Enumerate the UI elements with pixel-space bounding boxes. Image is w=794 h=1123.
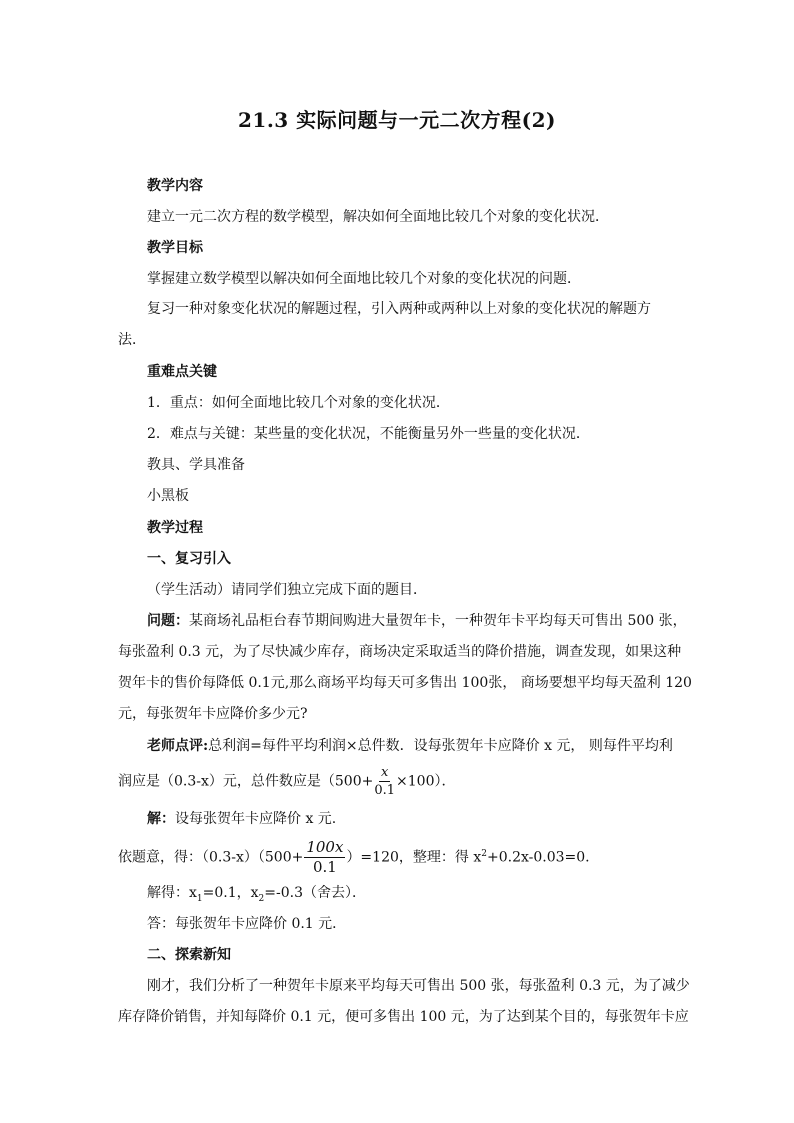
problem-text-1: 某商场礼品柜台春节期间购进大量贺年卡，一种贺年卡平均每天可售出 500 张，	[189, 613, 687, 629]
tools-heading: 教具、学具准备	[147, 457, 245, 473]
roots-text-c: =-0.3（舍去）．	[264, 885, 366, 901]
review-heading: 一、复习引入	[147, 551, 231, 567]
explore-line-2: 库存降价销售，并知每降价 0.1 元，便可多售出 100 元，为了达到某个目的，每张贺年卡应	[118, 1009, 689, 1025]
teacher-label: 老师点评:	[147, 738, 209, 754]
goal-text-2-end: 法．	[118, 332, 146, 348]
roots-subscript-1: 1	[196, 893, 203, 904]
answer-line: 答：每张贺年卡应降价 0.1 元．	[147, 916, 347, 932]
key-point-1: 1．重点：如何全面地比较几个对象的变化状况．	[147, 395, 450, 411]
explore-heading: 二、探索新知	[147, 947, 231, 963]
teacher-text-2b: ×100）．	[396, 773, 456, 790]
goal-heading: 教学目标	[147, 240, 203, 256]
key-point-2: 2．难点与关键：某些量的变化状况，不能衡量另外一些量的变化状况．	[147, 426, 590, 442]
page-title: 21.3 实际问题与一元二次方程(2)	[237, 108, 556, 132]
explore-line-1: 刚才，我们分析了一种贺年卡原来平均每天可售出 500 张，每张盈利 0.3 元，为了减少	[147, 978, 690, 994]
problem-line-2: 每张盈利 0.3 元，为了尽快减少库存，商场决定采取适当的降价措施，调查发现，如果这种	[118, 644, 682, 660]
tools-text: 小黑板	[147, 488, 189, 504]
solution-text-2c: +0.2x-0.03=0.	[486, 849, 590, 866]
goal-text-1: 掌握建立数学模型以解决如何全面地比较几个对象的变化状况的问题．	[147, 271, 581, 287]
solution-line-1	[147, 809, 336, 829]
solution-label: 解：	[147, 811, 175, 827]
key-heading: 重难点关键	[147, 364, 217, 380]
problem-line-1	[147, 611, 687, 631]
roots-text-b: =0.1，x	[202, 885, 259, 901]
solution-text-1: 设每张贺年卡应降价 x 元.	[175, 811, 337, 827]
solution-equation-line	[118, 840, 590, 875]
solution-exponent: 2	[481, 848, 487, 859]
teacher-fraction-denominator: 0.1	[374, 783, 396, 798]
process-heading: 教学过程	[147, 520, 203, 536]
teacher-fraction-numerator: x	[381, 765, 389, 780]
solution-text-2a: 依题意，得：（0.3-x）（500+	[118, 849, 304, 866]
solution-fraction-numerator: 100x	[306, 838, 344, 856]
problem-line-3: 贺年卡的售价每降低 0.1元,那么商场平均每天可多售出 100张， 商场要想平均每天盈利 120	[118, 675, 692, 691]
teacher-fraction	[374, 766, 395, 797]
problem-line-4: 元，每张贺年卡应降价多少元?	[118, 706, 308, 722]
roots-line	[147, 883, 366, 909]
solution-text-2b: ）=120，整理：得 x	[346, 849, 482, 866]
teacher-text-2a: 润应是（0.3-x）元，总件数应是（500+	[118, 773, 374, 790]
solution-fraction	[304, 840, 345, 875]
roots-subscript-2: 2	[258, 893, 265, 904]
activity-text: （学生活动）请同学们独立完成下面的题目．	[147, 582, 427, 598]
teacher-text-1: 总利润=每件平均利润×总件数．设每张贺年卡应降价 x 元， 则每件平均利	[208, 738, 673, 754]
solution-fraction-denominator: 0.1	[312, 858, 337, 876]
teacher-line-2	[118, 766, 455, 797]
teacher-line-1	[147, 736, 673, 756]
content-heading: 教学内容	[147, 178, 203, 194]
content-text: 建立一元二次方程的数学模型，解决如何全面地比较几个对象的变化状况．	[147, 209, 609, 225]
roots-text-a: 解得：x	[147, 885, 197, 901]
problem-label: 问题：	[147, 613, 189, 629]
goal-text-2: 复习一种对象变化状况的解题过程，引入两种或两种以上对象的变化状况的解题方	[147, 301, 651, 317]
